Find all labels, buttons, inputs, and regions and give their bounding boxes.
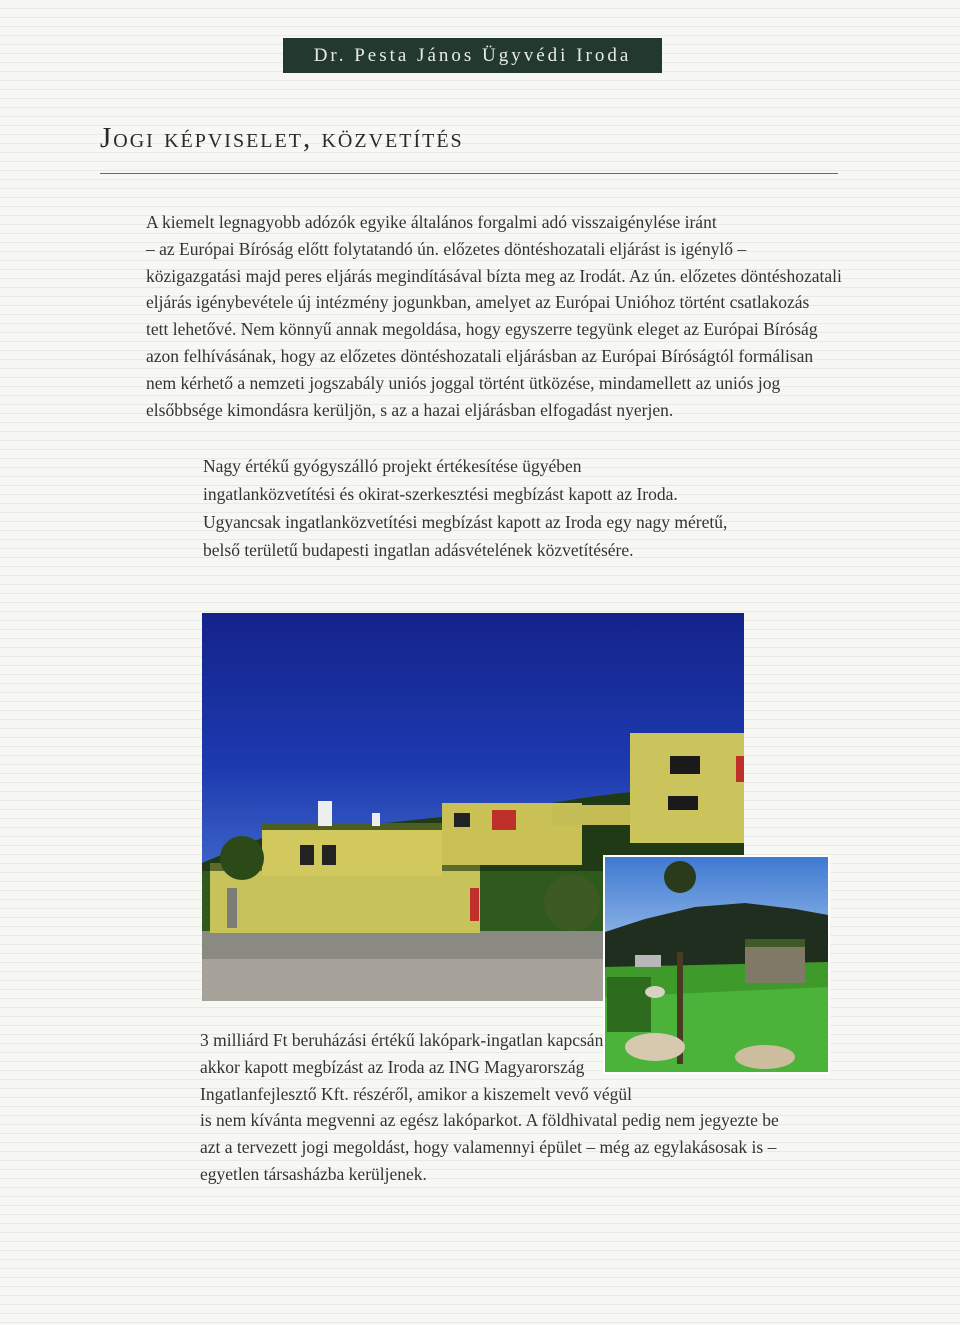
text-line: közigazgatási majd peres eljárás megindításával bízta meg az Irodát. Az ún. előzetes döntéshozatali bbox=[146, 265, 842, 286]
text-line: Nagy értékű gyógyszálló projekt értékesítése ügyében bbox=[203, 456, 582, 476]
text-line: elsőbbsége kimondásra kerüljön, s az a hazai eljárásban elfogadást nyerjen. bbox=[146, 399, 674, 420]
text-line: nem kérhető a nemzeti jogszabály uniós joggal történt ütközése, mindamellett az uniós jog bbox=[146, 372, 781, 393]
firm-name: Dr. Pesta János Ügyvédi Iroda bbox=[313, 44, 632, 66]
text-line: akkor kapott megbízást az Iroda az ING Magyarország bbox=[200, 1056, 585, 1077]
text-line: egyetlen társasházba kerüljenek. bbox=[200, 1163, 427, 1184]
text-line: Ugyancsak ingatlanközvetítési megbízást kapott az Iroda egy nagy méretű, bbox=[203, 512, 728, 532]
page-title bbox=[100, 124, 464, 153]
page-title-text: Jogi képviselet, közvetítés bbox=[100, 122, 464, 154]
title-divider bbox=[100, 173, 838, 174]
text-line: azon felhívásának, hogy az előzetes döntéshozatali eljárásban az Európai Bíróságtól formálisan bbox=[146, 345, 814, 366]
text-line: A kiemelt legnagyobb adózók egyike általános forgalmi adó visszaigénylése iránt bbox=[146, 212, 717, 232]
text-line: azt a tervezett jogi megoldást, hogy valamennyi épület – még az egylakásosak is – bbox=[200, 1137, 777, 1158]
text-line: tett lehetővé. Nem könnyű annak megoldása, hogy egyszerre tegyünk eleget az Európai Bíróság bbox=[146, 319, 818, 340]
text-line: 3 milliárd Ft beruházási értékű lakópark-ingatlan kapcsán bbox=[200, 1030, 604, 1050]
text-line: Ingatlanfejlesztő Kft. részéről, amikor a kiszemelt vevő végül bbox=[200, 1083, 632, 1104]
header-bar bbox=[283, 38, 662, 73]
text-line: is nem kívánta megvenni az egész lakóparkot. A földhivatal pedig nem jegyezte be bbox=[200, 1110, 779, 1131]
text-line: ingatlanközvetítési és okirat-szerkesztési megbízást kapott az Iroda. bbox=[203, 484, 678, 504]
text-line: eljárás igénybevétele új intézmény jogunkban, amelyet az Európai Unióhoz történt csatlakozás bbox=[146, 292, 810, 313]
text-line: belső területű budapesti ingatlan adásvételének közvetítésére. bbox=[203, 540, 634, 560]
paragraph-tax-case bbox=[146, 209, 842, 423]
text-line: – az Európai Bíróság előtt folytatandó ún. előzetes döntéshozatali eljárást is igénylő – bbox=[146, 238, 747, 259]
paragraph-real-estate bbox=[203, 452, 727, 564]
paragraph-residential-park bbox=[200, 1027, 779, 1188]
